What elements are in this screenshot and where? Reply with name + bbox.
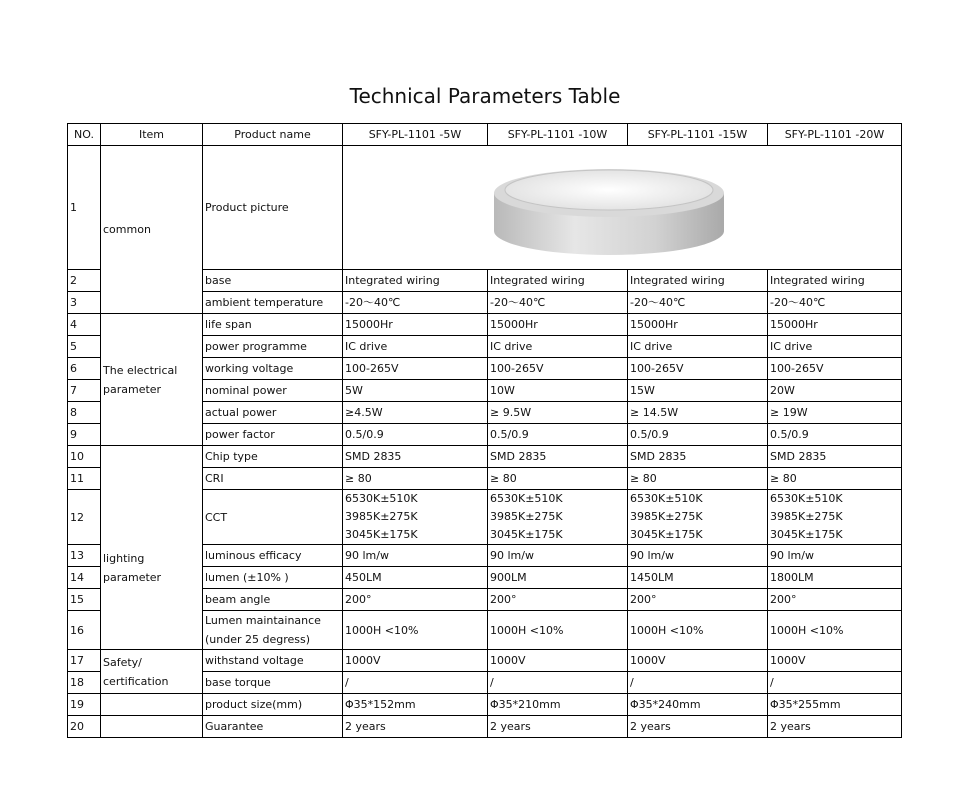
- header-model-15w: SFY-PL-1101 -15W: [628, 124, 768, 146]
- cell-value: IC drive: [628, 336, 768, 358]
- cell-value: 200°: [768, 589, 902, 611]
- cell-value: 900LM: [488, 567, 628, 589]
- row-no: 5: [68, 336, 101, 358]
- cell-value: 1000V: [768, 650, 902, 672]
- cell-value: 90 lm/w: [488, 545, 628, 567]
- cell-value: 2 years: [628, 716, 768, 738]
- cell-value: [488, 490, 628, 545]
- cell-value: -20～40℃: [768, 292, 902, 314]
- row-name: base torque: [203, 672, 343, 694]
- header-product-name: Product name: [203, 124, 343, 146]
- header-item: Item: [101, 124, 203, 146]
- row-no: 2: [68, 270, 101, 292]
- cct-line: 6530K±510K: [345, 492, 418, 505]
- cell-value: 1000H <10%: [343, 611, 488, 650]
- cell-value: -20～40℃: [628, 292, 768, 314]
- header-model-20w: SFY-PL-1101 -20W: [768, 124, 902, 146]
- cell-value: ≥ 9.5W: [488, 402, 628, 424]
- cell-value: 1000H <10%: [488, 611, 628, 650]
- row-name-line: (under 25 degress): [205, 633, 311, 646]
- cell-value: 90 lm/w: [628, 545, 768, 567]
- row-name: withstand voltage: [203, 650, 343, 672]
- cell-value: Φ35*255mm: [768, 694, 902, 716]
- row-no: 17: [68, 650, 101, 672]
- row-no: 10: [68, 446, 101, 468]
- cell-value: SMD 2835: [768, 446, 902, 468]
- cct-line: 3045K±175K: [345, 528, 418, 541]
- row-no: 12: [68, 490, 101, 545]
- cct-line: 3985K±275K: [490, 510, 563, 523]
- cell-value: 15000Hr: [768, 314, 902, 336]
- cell-value: 1000V: [488, 650, 628, 672]
- cell-value: /: [768, 672, 902, 694]
- header-model-5w: SFY-PL-1101 -5W: [343, 124, 488, 146]
- row-no: 18: [68, 672, 101, 694]
- row-name: CRI: [203, 468, 343, 490]
- group-lighting: [101, 446, 203, 650]
- row-no: 19: [68, 694, 101, 716]
- row-name: product size(mm): [203, 694, 343, 716]
- group-electrical: [101, 314, 203, 446]
- cell-value: [768, 490, 902, 545]
- group-label-line: Safety/: [103, 655, 142, 669]
- cell-value: SMD 2835: [343, 446, 488, 468]
- cell-value: 200°: [488, 589, 628, 611]
- table-row: [68, 314, 902, 336]
- cell-value: ≥ 80: [768, 468, 902, 490]
- group-label-line: The electrical: [103, 363, 178, 377]
- cell-value: /: [488, 672, 628, 694]
- cell-value: 2 years: [343, 716, 488, 738]
- row-no: 14: [68, 567, 101, 589]
- row-name: CCT: [203, 490, 343, 545]
- row-name: Chip type: [203, 446, 343, 468]
- cell-value: 90 lm/w: [343, 545, 488, 567]
- cell-value: Φ35*152mm: [343, 694, 488, 716]
- row-name: luminous efficacy: [203, 545, 343, 567]
- cell-value: 450LM: [343, 567, 488, 589]
- parameters-table: [67, 123, 902, 738]
- cell-value: 100-265V: [488, 358, 628, 380]
- row-no: 16: [68, 611, 101, 650]
- cct-line: 3985K±275K: [770, 510, 843, 523]
- cell-value: SMD 2835: [488, 446, 628, 468]
- cell-value: IC drive: [488, 336, 628, 358]
- group-common: common: [101, 146, 203, 314]
- cell-value: ≥ 14.5W: [628, 402, 768, 424]
- cell-value: Integrated wiring: [768, 270, 902, 292]
- row-name: working voltage: [203, 358, 343, 380]
- row-name: Guarantee: [203, 716, 343, 738]
- cell-value: -20～40℃: [488, 292, 628, 314]
- cell-value: 100-265V: [768, 358, 902, 380]
- cct-line: 6530K±510K: [630, 492, 703, 505]
- cell-value: Integrated wiring: [343, 270, 488, 292]
- cell-value: Φ35*210mm: [488, 694, 628, 716]
- group-label-line: lighting: [103, 551, 145, 565]
- cell-value: 200°: [343, 589, 488, 611]
- header-no: NO.: [68, 124, 101, 146]
- group-safety: [101, 650, 203, 694]
- cell-value: /: [628, 672, 768, 694]
- cct-line: 6530K±510K: [770, 492, 843, 505]
- cell-value: 1000V: [343, 650, 488, 672]
- table-row: [68, 146, 902, 270]
- table-header-row: [68, 124, 902, 146]
- row-name: power programme: [203, 336, 343, 358]
- cell-value: -20～40℃: [343, 292, 488, 314]
- cell-value: 1000H <10%: [628, 611, 768, 650]
- table-row: [68, 716, 902, 738]
- cct-line: 3985K±275K: [630, 510, 703, 523]
- row-name-line: Lumen maintainance: [205, 614, 321, 627]
- row-no: 1: [68, 146, 101, 270]
- cell-value: SMD 2835: [628, 446, 768, 468]
- page-title: Technical Parameters Table: [349, 84, 621, 108]
- cell-value: Integrated wiring: [488, 270, 628, 292]
- row-name: base: [203, 270, 343, 292]
- cell-value: 1450LM: [628, 567, 768, 589]
- row-name: power factor: [203, 424, 343, 446]
- row-no: 20: [68, 716, 101, 738]
- cell-value: IC drive: [343, 336, 488, 358]
- cell-value: 1000V: [628, 650, 768, 672]
- cell-value: ≥ 19W: [768, 402, 902, 424]
- empty-group-cell: [101, 694, 203, 716]
- row-name: Product picture: [203, 146, 343, 270]
- cell-value: [628, 490, 768, 545]
- product-picture: [345, 147, 900, 269]
- cct-line: 3985K±275K: [345, 510, 418, 523]
- cell-value: 1000H <10%: [768, 611, 902, 650]
- row-name: lumen (±10% ): [203, 567, 343, 589]
- row-name: life span: [203, 314, 343, 336]
- cct-line: 6530K±510K: [490, 492, 563, 505]
- cell-value: 1800LM: [768, 567, 902, 589]
- cell-value: 2 years: [768, 716, 902, 738]
- group-label-line: parameter: [103, 570, 162, 584]
- cell-value: 0.5/0.9: [768, 424, 902, 446]
- cell-value: 0.5/0.9: [488, 424, 628, 446]
- cct-line: 3045K±175K: [490, 528, 563, 541]
- cell-value: 0.5/0.9: [343, 424, 488, 446]
- table-row: [68, 694, 902, 716]
- row-name: [203, 611, 343, 650]
- cell-value: ≥ 80: [628, 468, 768, 490]
- row-no: 4: [68, 314, 101, 336]
- row-no: 9: [68, 424, 101, 446]
- cct-line: 3045K±175K: [770, 528, 843, 541]
- row-name: actual power: [203, 402, 343, 424]
- table-row: [68, 650, 902, 672]
- cell-value: Integrated wiring: [628, 270, 768, 292]
- cell-value: 15000Hr: [488, 314, 628, 336]
- row-no: 11: [68, 468, 101, 490]
- header-model-10w: SFY-PL-1101 -10W: [488, 124, 628, 146]
- cell-value: 10W: [488, 380, 628, 402]
- cell-value: 100-265V: [343, 358, 488, 380]
- cell-value: 15W: [628, 380, 768, 402]
- cell-value: 100-265V: [628, 358, 768, 380]
- table-row: [68, 446, 902, 468]
- row-no: 8: [68, 402, 101, 424]
- cell-value: Φ35*240mm: [628, 694, 768, 716]
- cell-value: [343, 490, 488, 545]
- group-label-line: certification: [103, 674, 169, 688]
- row-name: beam angle: [203, 589, 343, 611]
- cell-value: /: [343, 672, 488, 694]
- row-no: 3: [68, 292, 101, 314]
- cell-value: 20W: [768, 380, 902, 402]
- product-picture-cell: [343, 146, 902, 270]
- cell-value: ≥ 80: [343, 468, 488, 490]
- group-label-line: parameter: [103, 382, 162, 396]
- cell-value: ≥ 80: [488, 468, 628, 490]
- cell-value: IC drive: [768, 336, 902, 358]
- cell-value: 200°: [628, 589, 768, 611]
- cell-value: 90 lm/w: [768, 545, 902, 567]
- cell-value: 2 years: [488, 716, 628, 738]
- cell-value: 15000Hr: [343, 314, 488, 336]
- row-no: 13: [68, 545, 101, 567]
- cell-value: 5W: [343, 380, 488, 402]
- row-name: ambient temperature: [203, 292, 343, 314]
- cell-value: 15000Hr: [628, 314, 768, 336]
- cell-value: ≥4.5W: [343, 402, 488, 424]
- empty-group-cell: [101, 716, 203, 738]
- row-no: 6: [68, 358, 101, 380]
- cct-line: 3045K±175K: [630, 528, 703, 541]
- row-no: 15: [68, 589, 101, 611]
- row-no: 7: [68, 380, 101, 402]
- cell-value: 0.5/0.9: [628, 424, 768, 446]
- row-name: nominal power: [203, 380, 343, 402]
